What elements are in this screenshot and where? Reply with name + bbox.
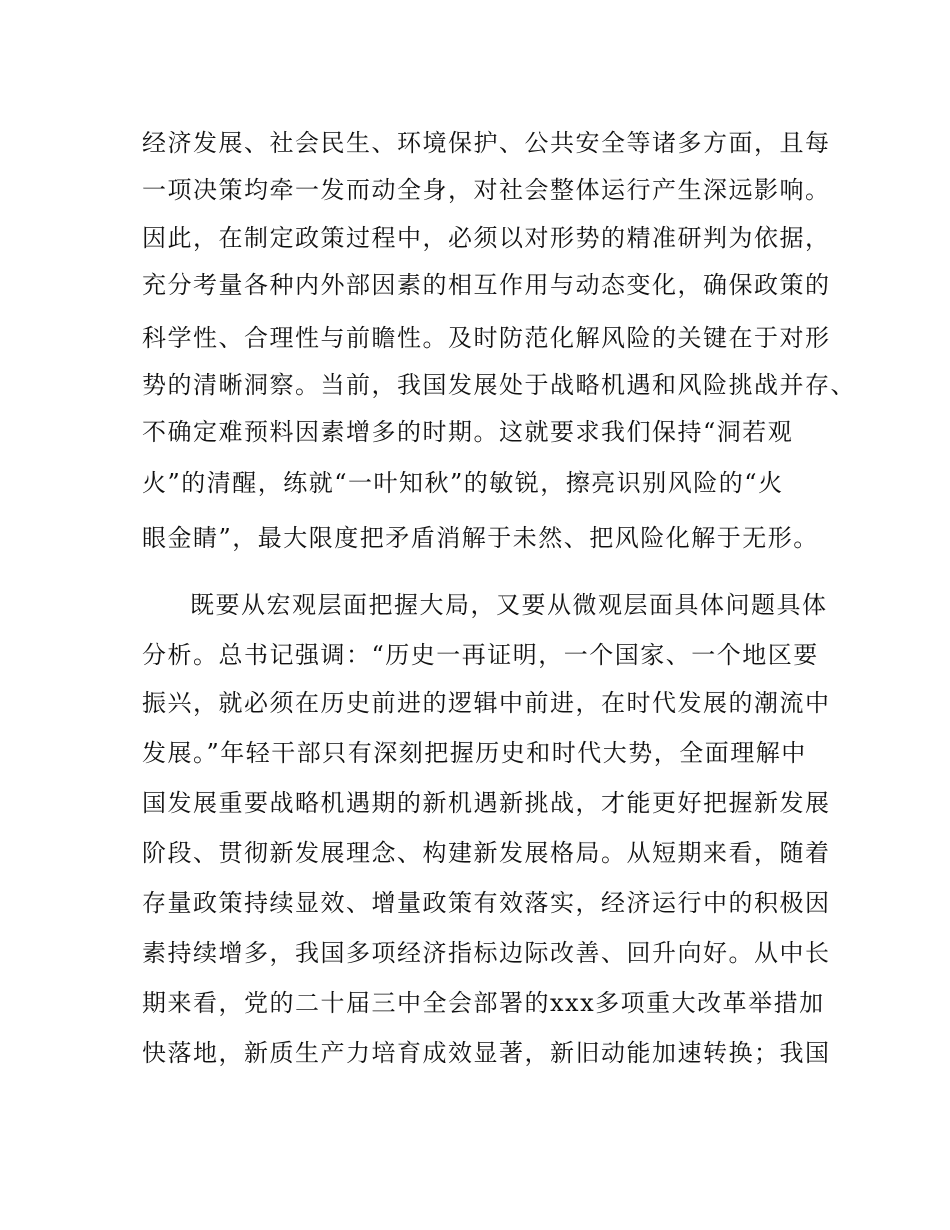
paragraph-2-line-10: 快落地，新质生产力培育成效显著，新旧动能加速转换；我国	[142, 1039, 831, 1067]
paragraph-2-line-2: 分析。总书记强调：“历史一再证明，一个国家、一个地区要	[142, 641, 819, 669]
paragraph-1-line-7: 不确定难预料因素增多的时期。这就要求我们保持“洞若观	[142, 418, 794, 446]
paragraph-2-line-7: 存量政策持续显效、增量政策有效落实，经济运行中的积极因	[142, 889, 831, 917]
paragraph-2-line-6: 阶段、贯彻新发展理念、构建新发展格局。从短期来看，随着	[142, 839, 831, 867]
paragraph-1-line-3: 因此，在制定政策过程中，必须以对形势的精准研判为依据，	[142, 224, 831, 252]
paragraph-2-line-3: 振兴，就必须在历史前进的逻辑中前进，在时代发展的潮流中	[142, 689, 831, 717]
paragraph-1-line-6: 势的清晰洞察。当前，我国发展处于战略机遇和风险挑战并存、	[142, 371, 856, 399]
paragraph-1-line-4: 充分考量各种内外部因素的相互作用与动态变化，确保政策的	[142, 271, 831, 299]
paragraph-1-line-8: 火”的清醒，练就“一叶知秋”的敏锐，擦亮识别风险的“火	[142, 469, 784, 497]
paragraph-2-line-1: 既要从宏观层面把握大局，又要从微观层面具体问题具体	[190, 591, 828, 619]
paragraph-2-line-8: 素持续增多，我国多项经济指标边际改善、回升向好。从中长	[142, 939, 831, 967]
paragraph-2-line-5: 国发展重要战略机遇期的新机遇新挑战，才能更好把握新发展	[142, 789, 831, 817]
paragraph-1-line-2: 一项决策均牵一发而动全身，对社会整体运行产生深远影响。	[142, 176, 831, 204]
paragraph-1-line-9: 眼金睛”，最大限度把矛盾消解于未然、把风险化解于无形。	[142, 524, 819, 552]
paragraph-1-line-5: 科学性、合理性与前瞻性。及时防范化解风险的关键在于对形	[142, 324, 831, 352]
paragraph-2-line-4: 发展。”年轻干部只有深刻把握历史和时代大势，全面理解中	[142, 739, 807, 767]
paragraph-2-line-9: 期来看，党的二十届三中全会部署的xxx多项重大改革举措加	[142, 989, 825, 1017]
paragraph-1-line-1: 经济发展、社会民生、环境保护、公共安全等诸多方面，且每	[142, 129, 831, 157]
